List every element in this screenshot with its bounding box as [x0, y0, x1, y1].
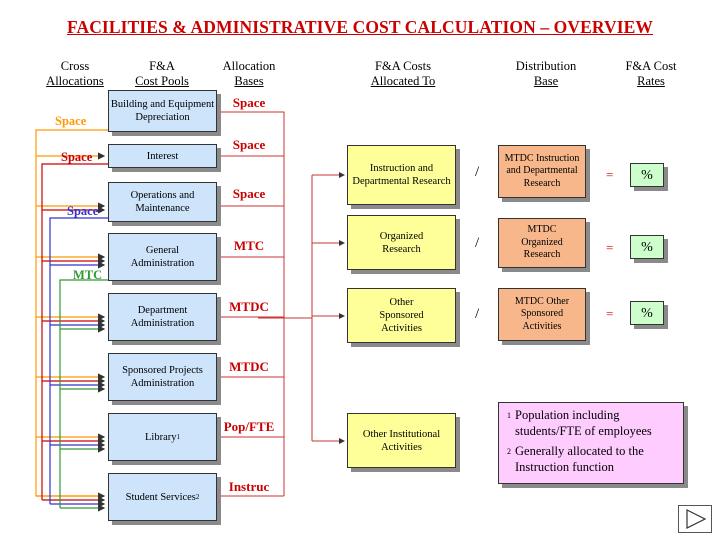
rate-sponsored: % [630, 301, 664, 325]
header-bases-line1: Allocation [222, 59, 276, 73]
pool-student-services [108, 473, 217, 521]
pool-label: Building and Equipment Depreciation [110, 99, 215, 123]
target-other-institutional [347, 413, 456, 468]
cross-label-mtc-green: MTC [73, 268, 103, 282]
distribution-label: MTDC Other Sponsored Activities [514, 295, 570, 332]
basis-label: Space [232, 186, 266, 201]
cross-label-space-blue: Space [67, 204, 99, 218]
basis-label: MTC [233, 238, 265, 253]
target-instruction-research [347, 145, 456, 205]
footnote-marker-1: 1 [176, 432, 180, 441]
pool-general-administration [108, 233, 217, 281]
pool-label: Library [145, 431, 177, 443]
basis-label: Space [232, 137, 266, 152]
pool-label: Interest [146, 150, 179, 162]
header-distribution-line1: Distribution [515, 59, 577, 73]
target-label: Other Institutional Activities [362, 428, 441, 453]
cross-line-green [60, 280, 108, 508]
footnote-number: 2 [507, 447, 511, 456]
distribution-mtdc-sponsored [498, 288, 586, 341]
basis-label: MTDC [229, 359, 269, 374]
rate-instruction: % [630, 163, 664, 187]
footnote-text: Population including students/FTE of employees [515, 408, 652, 438]
distribution-mtdc-organized [498, 218, 586, 268]
header-pools-line2: Cost Pools [135, 74, 189, 88]
basis-label: Pop/FTE [223, 419, 275, 434]
header-rates-line1: F&A Cost [625, 59, 677, 73]
pool-department-administration [108, 293, 217, 341]
header-bases-line2: Bases [234, 74, 264, 88]
distribution-label: MTDC Instruction and Departmental Research [504, 152, 580, 189]
target-organized-research [347, 215, 456, 270]
pool-interest [108, 144, 217, 168]
footnote-text: Generally allocated to the Instruction function [515, 444, 644, 474]
distribution-mtdc-instruction [498, 145, 586, 198]
equals-operator: = [606, 167, 614, 182]
footnote-2 [507, 443, 677, 475]
pool-sponsored-projects-admin [108, 353, 217, 401]
divide-operator: / [475, 306, 480, 322]
target-label: Instruction and Departmental Research [352, 163, 451, 187]
basis-label: Space [232, 95, 266, 110]
target-label: Organized Research [379, 230, 424, 255]
next-slide-button[interactable] [678, 505, 712, 533]
distribution-label: MTDC Organized Research [521, 224, 563, 261]
pool-building-depreciation [108, 90, 217, 132]
header-allocated-line1: F&A Costs [375, 59, 431, 73]
basis-label: Instruc [228, 479, 270, 494]
cross-allocation-lines [36, 130, 108, 508]
footnote-1 [507, 407, 677, 439]
footnote-marker-2: 2 [195, 492, 200, 501]
header-cross-line2: Allocations [46, 74, 104, 88]
equals-operator: = [606, 306, 614, 321]
pool-label: Department Administration [130, 305, 195, 329]
pool-operations-maintenance [108, 182, 217, 222]
divide-operator: / [475, 164, 480, 180]
play-triangle-icon [679, 506, 711, 532]
pool-library [108, 413, 217, 461]
pool-label: General Administration [130, 245, 195, 269]
header-rates-line2: Rates [637, 74, 665, 88]
header-cross-line1: Cross [60, 59, 90, 73]
cross-label-space-red: Space [61, 150, 93, 164]
footnote-box [498, 402, 684, 484]
cross-label-space-orange: Space [55, 114, 87, 128]
basis-label: MTDC [229, 299, 269, 314]
header-pools-line1: F&A [149, 59, 175, 73]
equals-operator: = [606, 240, 614, 255]
pool-label: Operations and Maintenance [130, 190, 195, 214]
footnote-number: 1 [507, 411, 511, 420]
target-other-sponsored [347, 288, 456, 343]
page-title: FACILITIES & ADMINISTRATIVE COST CALCULATION – OVERVIEW [66, 17, 654, 37]
header-allocated-line2: Allocated To [370, 74, 436, 88]
target-label: Other Sponsored Activities [379, 297, 424, 334]
header-distribution-line2: Base [533, 74, 559, 88]
rate-organized: % [630, 235, 664, 259]
pool-label: Sponsored Projects Administration [122, 365, 203, 389]
divide-operator: / [475, 235, 480, 251]
pool-label: Student Services [125, 491, 196, 503]
